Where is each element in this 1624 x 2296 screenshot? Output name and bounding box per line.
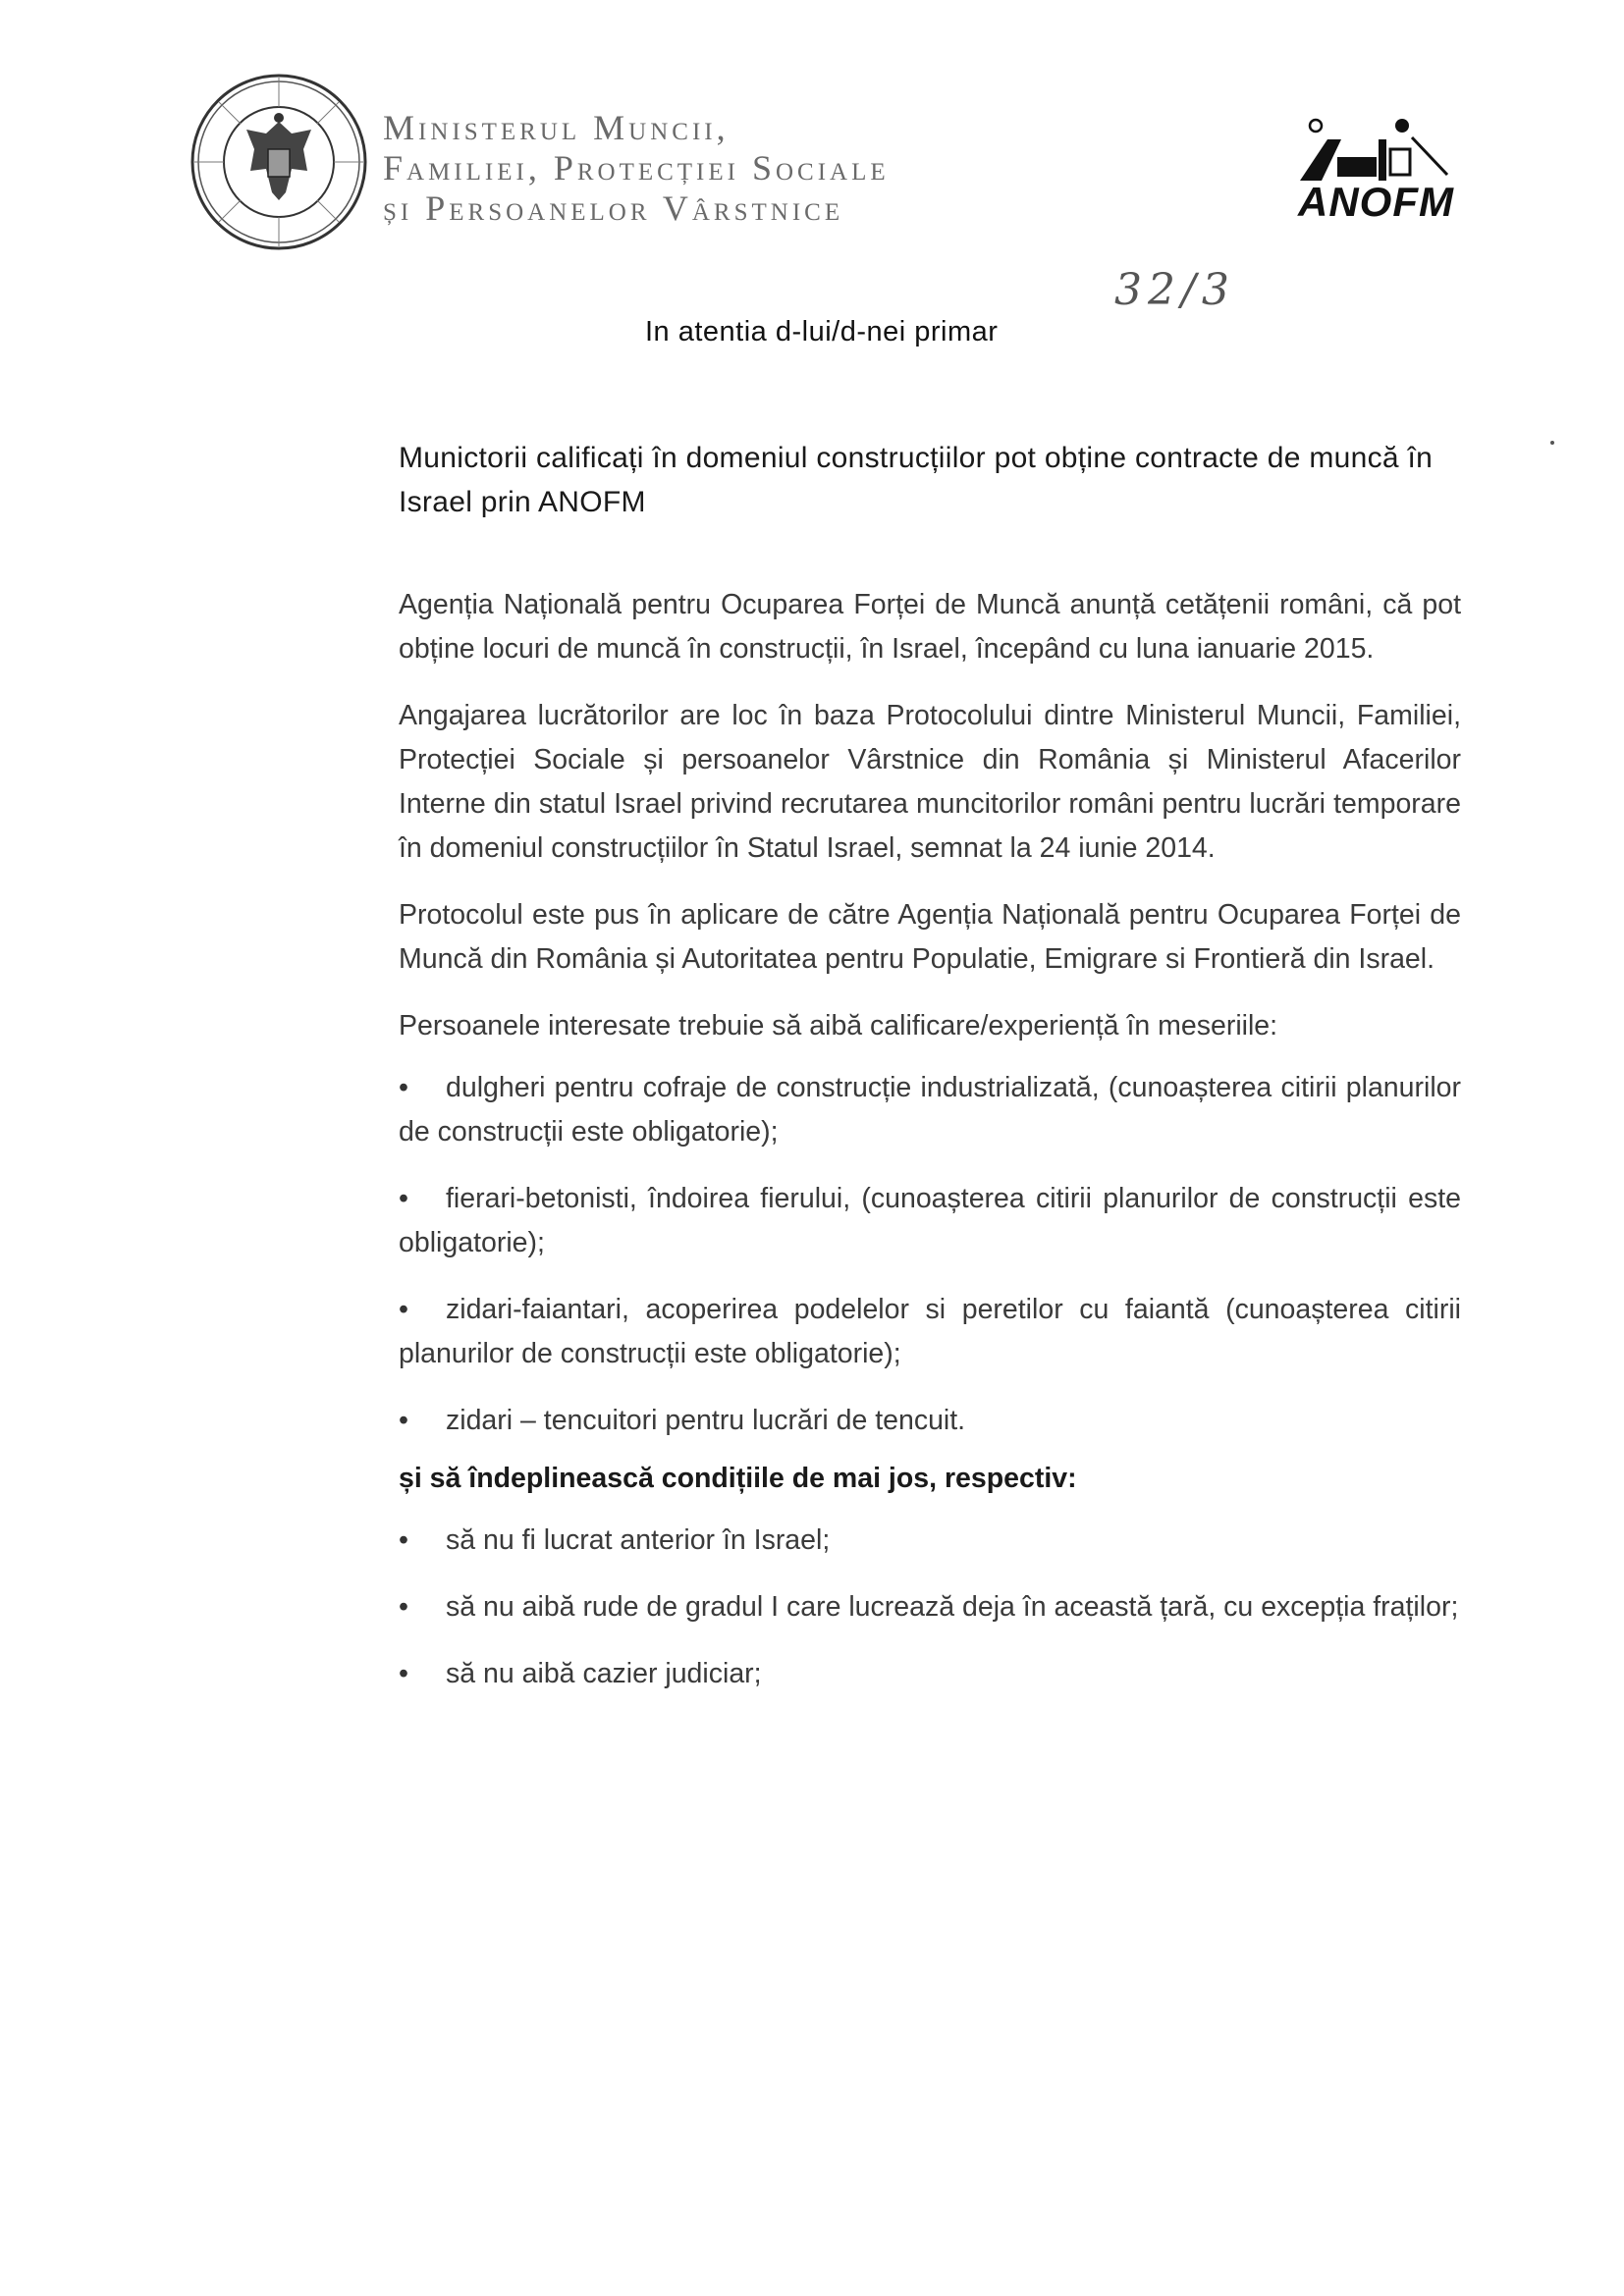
list-item-text: dulgheri pentru cofraje de construcție industrializată, (cunoașterea citirii planurilor de construcții este obligatorie); [399, 1072, 1461, 1148]
list-item [399, 1177, 1461, 1265]
conditions-heading: și să îndeplinească condițiile de mai jos, respectiv: [399, 1463, 1077, 1494]
ministry-name [383, 108, 1011, 229]
margin-mark [1550, 441, 1554, 445]
bullet-icon: • [399, 1294, 408, 1325]
government-seal-icon [189, 73, 368, 251]
bullet-icon: • [399, 1658, 408, 1689]
list-item [399, 1288, 1461, 1376]
list-item-text: să nu fi lucrat anterior în Israel; [446, 1524, 831, 1556]
paragraph: Angajarea lucrătorilor are loc în baza Protocolului dintre Ministerul Muncii, Familiei, Protecției Sociale și persoanelor Vârstnice din România și Ministerul Afacerilor Interne din statul Israel privind recrutarea muncitorilor români pentru lucrări temporare în domeniul construcțiilor în Statul Israel, semnat la 24 iunie 2014. [399, 700, 1461, 864]
handwritten-registration-number: 32/3 [1114, 265, 1235, 315]
ministry-line-1: Ministerul Muncii, [383, 108, 730, 147]
list-item-text: zidari-faiantari, acoperirea podelelor si peretilor cu faiantă (cunoașterea citirii planurilor de construcții este obligatorie); [399, 1294, 1461, 1369]
paragraph: Agenția Națională pentru Ocuparea Forței de Muncă anunță cetățenii români, că pot obține locuri de muncă în construcții, în Israel, începând cu luna ianuarie 2015. [399, 589, 1461, 665]
list-item [399, 1519, 1461, 1563]
ministry-line-2: Familiei, Protecției Sociale [383, 148, 890, 187]
bullet-icon: • [399, 1183, 408, 1214]
list-item [399, 1585, 1461, 1629]
bullet-icon: • [399, 1591, 408, 1623]
list-item-text: să nu aibă rude de gradul I care lucrează deja în această țară, cu excepția fraților; [446, 1591, 1459, 1623]
addressee-line: In atentia d-lui/d-nei primar [645, 316, 999, 347]
bullet-icon: • [399, 1405, 408, 1436]
bullet-icon: • [399, 1072, 408, 1103]
document-title: Munictorii calificați în domeniul construcțiilor pot obține contracte de muncă în Israel prin ANOFM [399, 442, 1434, 518]
paragraph: Protocolul este pus în aplicare de către Agenția Națională pentru Ocuparea Forței de Muncă din România și Autoritatea pentru Populatie, Emigrare si Frontieră din Israel. [399, 899, 1461, 975]
ministry-line-3: și Persoanelor Vârstnice [383, 188, 844, 228]
list-item [399, 1652, 1461, 1696]
list-item-text: să nu aibă cazier judiciar; [446, 1658, 762, 1689]
document-body [399, 583, 1461, 1719]
anofm-logo-text: ANOFM [1298, 179, 1454, 225]
list-item [399, 1066, 1461, 1154]
list-item-text: zidari – tencuitori pentru lucrări de tencuit. [446, 1405, 966, 1436]
list-item [399, 1399, 1461, 1443]
bullet-icon: • [399, 1524, 408, 1556]
paragraph: Persoanele interesate trebuie să aibă calificare/experiență în meseriile: [399, 1010, 1278, 1041]
list-item-text: fierari-betonisti, îndoirea fierului, (cunoașterea citirii planurilor de construcții este obligatorie); [399, 1183, 1461, 1258]
